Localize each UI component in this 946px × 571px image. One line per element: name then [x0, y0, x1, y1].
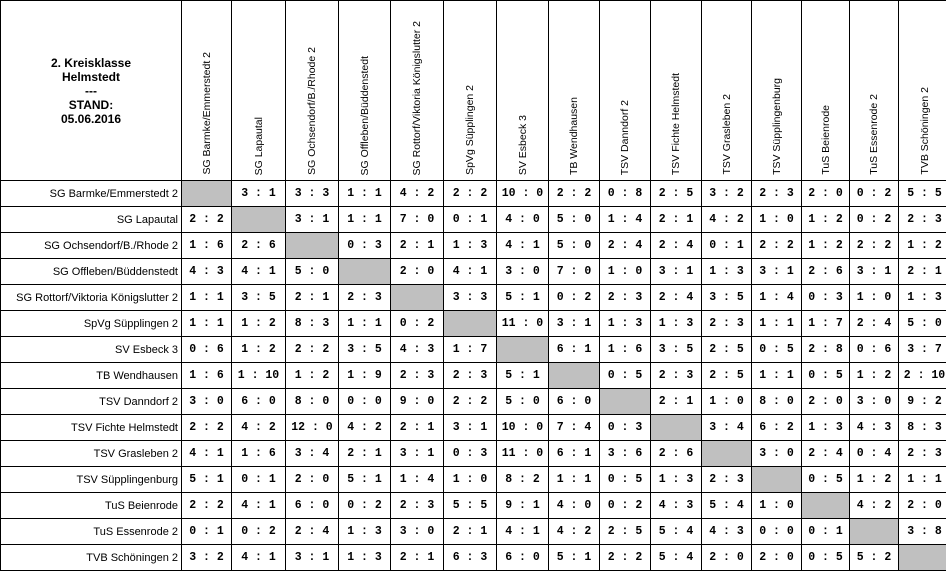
row-header-team: SpVg Süpplingen 2: [1, 311, 182, 337]
result-cell: 2 : 5: [600, 519, 651, 545]
result-cell: 2 : 3: [651, 363, 702, 389]
result-cell: 1 : 2: [850, 363, 899, 389]
result-cell: 11 : 0: [497, 311, 549, 337]
table-row: [1, 337, 946, 363]
diagonal-cell: [182, 181, 232, 207]
result-cell: 6 : 3: [444, 545, 497, 571]
result-cell: 3 : 0: [391, 519, 444, 545]
result-cell: 2 : 0: [702, 545, 752, 571]
row-header-team: TB Wendhausen: [1, 363, 182, 389]
result-cell: 3 : 6: [600, 441, 651, 467]
result-cell: 2 : 4: [600, 233, 651, 259]
result-cell: 5 : 0: [549, 207, 600, 233]
result-cell: 1 : 10: [232, 363, 286, 389]
result-cell: 3 : 0: [182, 389, 232, 415]
result-cell: 1 : 1: [182, 285, 232, 311]
result-cell: 4 : 1: [182, 441, 232, 467]
result-cell: 2 : 2: [549, 181, 600, 207]
result-cell: 5 : 0: [286, 259, 339, 285]
result-cell: 3 : 1: [850, 259, 899, 285]
column-header-team: [752, 1, 802, 181]
result-cell: 4 : 1: [232, 545, 286, 571]
result-cell: 3 : 1: [752, 259, 802, 285]
result-cell: 7 : 0: [391, 207, 444, 233]
result-cell: 1 : 3: [651, 467, 702, 493]
result-cell: 3 : 0: [850, 389, 899, 415]
result-cell: 6 : 0: [286, 493, 339, 519]
result-cell: 0 : 2: [232, 519, 286, 545]
result-cell: 2 : 3: [752, 181, 802, 207]
result-cell: 0 : 4: [850, 441, 899, 467]
diagonal-cell: [899, 545, 946, 571]
result-cell: 3 : 0: [497, 259, 549, 285]
column-header-label: TB Wendhausen: [568, 96, 580, 175]
column-header-label: SG Offleben/Büddenstedt: [358, 55, 371, 175]
result-cell: 2 : 1: [339, 441, 391, 467]
column-header-label: TVB Schöningen 2: [918, 87, 931, 175]
result-cell: 5 : 4: [702, 493, 752, 519]
result-cell: 2 : 2: [600, 545, 651, 571]
result-cell: 2 : 2: [444, 181, 497, 207]
result-cell: 0 : 1: [444, 207, 497, 233]
table-row: [1, 545, 946, 571]
row-header-team: TSV Grasleben 2: [1, 441, 182, 467]
result-cell: 4 : 1: [232, 259, 286, 285]
result-cell: 3 : 4: [286, 441, 339, 467]
result-cell: 1 : 1: [339, 311, 391, 337]
result-cell: 2 : 1: [651, 389, 702, 415]
result-cell: 3 : 5: [651, 337, 702, 363]
result-cell: 0 : 2: [850, 207, 899, 233]
result-cell: 2 : 1: [391, 233, 444, 259]
result-cell: 6 : 1: [549, 441, 600, 467]
result-cell: 5 : 4: [651, 545, 702, 571]
result-cell: 2 : 2: [850, 233, 899, 259]
result-cell: 12 : 0: [286, 415, 339, 441]
result-cell: 1 : 6: [182, 233, 232, 259]
result-cell: 3 : 1: [651, 259, 702, 285]
row-header-team: SG Offleben/Büddenstedt: [1, 259, 182, 285]
result-cell: 3 : 2: [702, 181, 752, 207]
diagonal-cell: [802, 493, 850, 519]
result-cell: 2 : 6: [651, 441, 702, 467]
result-cell: 1 : 2: [802, 207, 850, 233]
result-cell: 4 : 3: [850, 415, 899, 441]
result-cell: 0 : 3: [444, 441, 497, 467]
result-cell: 1 : 0: [702, 389, 752, 415]
diagonal-cell: [702, 441, 752, 467]
result-cell: 0 : 5: [600, 467, 651, 493]
table-row: [1, 233, 946, 259]
result-cell: 4 : 0: [549, 493, 600, 519]
result-cell: 10 : 0: [497, 181, 549, 207]
result-cell: 1 : 1: [899, 467, 946, 493]
result-cell: 0 : 1: [802, 519, 850, 545]
result-cell: 1 : 4: [752, 285, 802, 311]
result-cell: 2 : 0: [286, 467, 339, 493]
result-cell: 5 : 0: [899, 311, 946, 337]
result-cell: 6 : 0: [232, 389, 286, 415]
result-cell: 0 : 5: [802, 467, 850, 493]
result-cell: 2 : 0: [391, 259, 444, 285]
column-header-label: SpVg Süpplingen 2: [464, 85, 476, 175]
table-title: [1, 1, 182, 181]
result-cell: 2 : 2: [182, 493, 232, 519]
result-cell: 0 : 8: [600, 181, 651, 207]
result-cell: 6 : 1: [549, 337, 600, 363]
row-header-team: TuS Beienrode: [1, 493, 182, 519]
result-cell: 0 : 0: [339, 389, 391, 415]
result-cell: 1 : 1: [339, 181, 391, 207]
row-header-team: TSV Süpplingenburg: [1, 467, 182, 493]
result-cell: 1 : 3: [339, 519, 391, 545]
result-cell: 2 : 5: [651, 181, 702, 207]
diagonal-cell: [391, 285, 444, 311]
result-cell: 2 : 10: [899, 363, 946, 389]
table-row: [1, 259, 946, 285]
result-cell: 4 : 2: [339, 415, 391, 441]
result-cell: 1 : 6: [232, 441, 286, 467]
diagonal-cell: [850, 519, 899, 545]
result-cell: 5 : 5: [444, 493, 497, 519]
result-cell: 1 : 2: [232, 337, 286, 363]
result-cell: 2 : 1: [651, 207, 702, 233]
result-cell: 11 : 0: [497, 441, 549, 467]
result-cell: 0 : 5: [802, 545, 850, 571]
result-cell: 9 : 1: [497, 493, 549, 519]
diagonal-cell: [549, 363, 600, 389]
result-cell: 3 : 5: [702, 285, 752, 311]
result-cell: 4 : 3: [391, 337, 444, 363]
result-cell: 5 : 5: [899, 181, 946, 207]
result-cell: 1 : 3: [339, 545, 391, 571]
result-cell: 2 : 4: [651, 233, 702, 259]
result-cell: 2 : 4: [802, 441, 850, 467]
table-row: [1, 389, 946, 415]
result-cell: 0 : 3: [339, 233, 391, 259]
result-cell: 1 : 2: [802, 233, 850, 259]
table-row: [1, 415, 946, 441]
row-header-team: SG Ochsendorf/B./Rhode 2: [1, 233, 182, 259]
result-cell: 1 : 3: [651, 311, 702, 337]
result-cell: 1 : 6: [182, 363, 232, 389]
result-cell: 2 : 4: [651, 285, 702, 311]
result-cell: 5 : 2: [850, 545, 899, 571]
result-cell: 6 : 2: [752, 415, 802, 441]
result-cell: 0 : 3: [802, 285, 850, 311]
result-cell: 2 : 3: [444, 363, 497, 389]
result-cell: 1 : 0: [444, 467, 497, 493]
result-cell: 2 : 0: [802, 389, 850, 415]
result-cell: 8 : 2: [497, 467, 549, 493]
result-cell: 2 : 3: [702, 311, 752, 337]
result-cell: 1 : 1: [752, 363, 802, 389]
result-cell: 1 : 2: [899, 233, 946, 259]
result-cell: 4 : 2: [549, 519, 600, 545]
result-cell: 3 : 1: [286, 207, 339, 233]
result-cell: 4 : 1: [444, 259, 497, 285]
result-cell: 0 : 5: [600, 363, 651, 389]
diagonal-cell: [600, 389, 651, 415]
result-cell: 1 : 7: [444, 337, 497, 363]
result-cell: 4 : 3: [651, 493, 702, 519]
result-cell: 5 : 1: [549, 545, 600, 571]
result-cell: 4 : 2: [702, 207, 752, 233]
row-header-team: SV Esbeck 3: [1, 337, 182, 363]
result-cell: 0 : 1: [182, 519, 232, 545]
result-cell: 5 : 0: [549, 233, 600, 259]
result-cell: 1 : 2: [286, 363, 339, 389]
result-cell: 3 : 4: [702, 415, 752, 441]
result-cell: 2 : 2: [182, 207, 232, 233]
result-cell: 1 : 1: [182, 311, 232, 337]
column-header-label: TSV Fichte Helmstedt: [670, 72, 682, 175]
result-cell: 4 : 2: [232, 415, 286, 441]
result-cell: 1 : 7: [802, 311, 850, 337]
result-cell: 1 : 2: [232, 311, 286, 337]
column-header-team: [444, 1, 497, 181]
result-cell: 0 : 1: [232, 467, 286, 493]
result-cell: 8 : 0: [752, 389, 802, 415]
result-cell: 2 : 5: [702, 363, 752, 389]
result-cell: 4 : 2: [850, 493, 899, 519]
result-cell: 2 : 1: [444, 519, 497, 545]
row-header-team: SG Barmke/Emmerstedt 2: [1, 181, 182, 207]
table-row: [1, 181, 946, 207]
result-cell: 1 : 3: [600, 311, 651, 337]
diagonal-cell: [444, 311, 497, 337]
row-header-team: TuS Essenrode 2: [1, 519, 182, 545]
column-header-label: TSV Grasleben 2: [720, 94, 733, 175]
result-cell: 0 : 6: [850, 337, 899, 363]
result-cell: 0 : 2: [339, 493, 391, 519]
result-cell: 1 : 0: [850, 285, 899, 311]
column-header-team: [286, 1, 339, 181]
diagonal-cell: [752, 467, 802, 493]
result-cell: 2 : 4: [286, 519, 339, 545]
table-row: [1, 285, 946, 311]
table-row: [1, 207, 946, 233]
column-header-team: [497, 1, 549, 181]
result-cell: 3 : 2: [182, 545, 232, 571]
result-cell: 9 : 2: [899, 389, 946, 415]
result-cell: 4 : 2: [391, 181, 444, 207]
result-cell: 4 : 1: [232, 493, 286, 519]
result-cell: 8 : 3: [899, 415, 946, 441]
row-header-team: SG Lapautal: [1, 207, 182, 233]
result-cell: 2 : 2: [444, 389, 497, 415]
header-row: [1, 1, 946, 181]
column-header-label: TuS Essenrode 2: [868, 94, 880, 175]
table-row: [1, 363, 946, 389]
result-cell: 2 : 6: [802, 259, 850, 285]
column-header-label: TuS Beienrode: [819, 105, 832, 175]
result-cell: 2 : 1: [286, 285, 339, 311]
result-cell: 0 : 1: [702, 233, 752, 259]
result-cell: 0 : 2: [549, 285, 600, 311]
result-cell: 1 : 1: [752, 311, 802, 337]
result-cell: 2 : 3: [899, 441, 946, 467]
column-header-label: TSV Danndorf 2: [619, 99, 631, 175]
diagonal-cell: [232, 207, 286, 233]
table-row: [1, 311, 946, 337]
column-header-team: [802, 1, 850, 181]
title-separator: ---: [85, 83, 97, 98]
title-region: Helmstedt: [61, 69, 120, 84]
result-cell: 3 : 1: [391, 441, 444, 467]
result-cell: 4 : 3: [702, 519, 752, 545]
result-cell: 5 : 0: [497, 389, 549, 415]
result-cell: 1 : 4: [600, 207, 651, 233]
result-cell: 3 : 8: [899, 519, 946, 545]
title-league: 2. Kreisklasse: [50, 55, 132, 70]
result-cell: 0 : 0: [752, 519, 802, 545]
result-cell: 2 : 2: [286, 337, 339, 363]
result-cell: 9 : 0: [391, 389, 444, 415]
result-cell: 5 : 1: [182, 467, 232, 493]
result-cell: 2 : 8: [802, 337, 850, 363]
result-cell: 2 : 0: [899, 493, 946, 519]
result-cell: 5 : 1: [339, 467, 391, 493]
title-stand-label: STAND:: [68, 97, 114, 112]
result-cell: 4 : 3: [182, 259, 232, 285]
column-header-team: [899, 1, 946, 181]
result-cell: 1 : 4: [391, 467, 444, 493]
result-cell: 2 : 5: [702, 337, 752, 363]
result-cell: 3 : 1: [286, 545, 339, 571]
result-cell: 3 : 1: [549, 311, 600, 337]
result-cell: 2 : 0: [752, 545, 802, 571]
result-cell: 2 : 1: [391, 545, 444, 571]
result-cell: 1 : 6: [600, 337, 651, 363]
title-date: 05.06.2016: [60, 111, 122, 126]
column-header-label: TSV Süpplingenburg: [770, 78, 783, 175]
result-cell: 0 : 6: [182, 337, 232, 363]
result-cell: 1 : 0: [600, 259, 651, 285]
result-cell: 2 : 3: [391, 493, 444, 519]
column-header-label: SG Rottorf/Viktoria Königslutter 2: [411, 20, 423, 175]
result-cell: 6 : 0: [497, 545, 549, 571]
result-cell: 3 : 1: [232, 181, 286, 207]
result-cell: 6 : 0: [549, 389, 600, 415]
result-cell: 10 : 0: [497, 415, 549, 441]
column-header-team: [600, 1, 651, 181]
result-cell: 1 : 3: [899, 285, 946, 311]
column-header-team: [232, 1, 286, 181]
row-header-team: SG Rottorf/Viktoria Königslutter 2: [1, 285, 182, 311]
result-cell: 3 : 0: [752, 441, 802, 467]
result-cell: 2 : 0: [802, 181, 850, 207]
result-cell: 7 : 4: [549, 415, 600, 441]
result-cell: 3 : 5: [232, 285, 286, 311]
result-cell: 2 : 2: [182, 415, 232, 441]
result-cell: 1 : 3: [802, 415, 850, 441]
result-cell: 0 : 2: [391, 311, 444, 337]
diagonal-cell: [339, 259, 391, 285]
diagonal-cell: [497, 337, 549, 363]
result-cell: 8 : 0: [286, 389, 339, 415]
column-header-label: SV Esbeck 3: [516, 114, 529, 175]
crosstable-body: [1, 1, 946, 571]
column-header-label: SG Ochsendorf/B./Rhode 2: [306, 47, 318, 175]
result-cell: 0 : 3: [600, 415, 651, 441]
result-cell: 2 : 3: [391, 363, 444, 389]
column-header-team: [651, 1, 702, 181]
result-cell: 7 : 0: [549, 259, 600, 285]
result-cell: 3 : 7: [899, 337, 946, 363]
result-cell: 3 : 3: [286, 181, 339, 207]
result-cell: 0 : 2: [850, 181, 899, 207]
column-header-team: [850, 1, 899, 181]
result-cell: 1 : 3: [702, 259, 752, 285]
column-header-team: [182, 1, 232, 181]
result-cell: 0 : 5: [802, 363, 850, 389]
result-cell: 1 : 3: [444, 233, 497, 259]
column-header-team: [702, 1, 752, 181]
result-cell: 5 : 1: [497, 363, 549, 389]
diagonal-cell: [651, 415, 702, 441]
result-cell: 2 : 3: [600, 285, 651, 311]
column-header-label: SG Barmke/Emmerstedt 2: [200, 52, 213, 175]
result-cell: 2 : 1: [391, 415, 444, 441]
row-header-team: TSV Danndorf 2: [1, 389, 182, 415]
result-cell: 1 : 1: [339, 207, 391, 233]
table-row: [1, 441, 946, 467]
result-cell: 2 : 3: [702, 467, 752, 493]
result-cell: 4 : 0: [497, 207, 549, 233]
result-cell: 8 : 3: [286, 311, 339, 337]
result-cell: 3 : 5: [339, 337, 391, 363]
result-cell: 0 : 2: [600, 493, 651, 519]
diagonal-cell: [286, 233, 339, 259]
result-cell: 2 : 3: [899, 207, 946, 233]
result-cell: 0 : 5: [752, 337, 802, 363]
result-cell: 1 : 0: [752, 493, 802, 519]
result-cell: 3 : 3: [444, 285, 497, 311]
column-header-team: [391, 1, 444, 181]
result-cell: 3 : 1: [444, 415, 497, 441]
result-cell: 5 : 1: [497, 285, 549, 311]
result-cell: 1 : 1: [549, 467, 600, 493]
result-cell: 2 : 3: [339, 285, 391, 311]
column-header-label: SG Lapautal: [252, 116, 265, 175]
result-cell: 2 : 2: [752, 233, 802, 259]
result-cell: 1 : 0: [752, 207, 802, 233]
table-row: [1, 467, 946, 493]
result-cell: 2 : 4: [850, 311, 899, 337]
row-header-team: TVB Schöningen 2: [1, 545, 182, 571]
row-header-team: TSV Fichte Helmstedt: [1, 415, 182, 441]
result-cell: 1 : 9: [339, 363, 391, 389]
column-header-team: [339, 1, 391, 181]
result-cell: 1 : 2: [850, 467, 899, 493]
column-header-team: [549, 1, 600, 181]
table-row: [1, 493, 946, 519]
result-cell: 5 : 4: [651, 519, 702, 545]
result-cell: 2 : 6: [232, 233, 286, 259]
table-row: [1, 519, 946, 545]
result-cell: 4 : 1: [497, 519, 549, 545]
result-cell: 2 : 1: [899, 259, 946, 285]
result-cell: 4 : 1: [497, 233, 549, 259]
